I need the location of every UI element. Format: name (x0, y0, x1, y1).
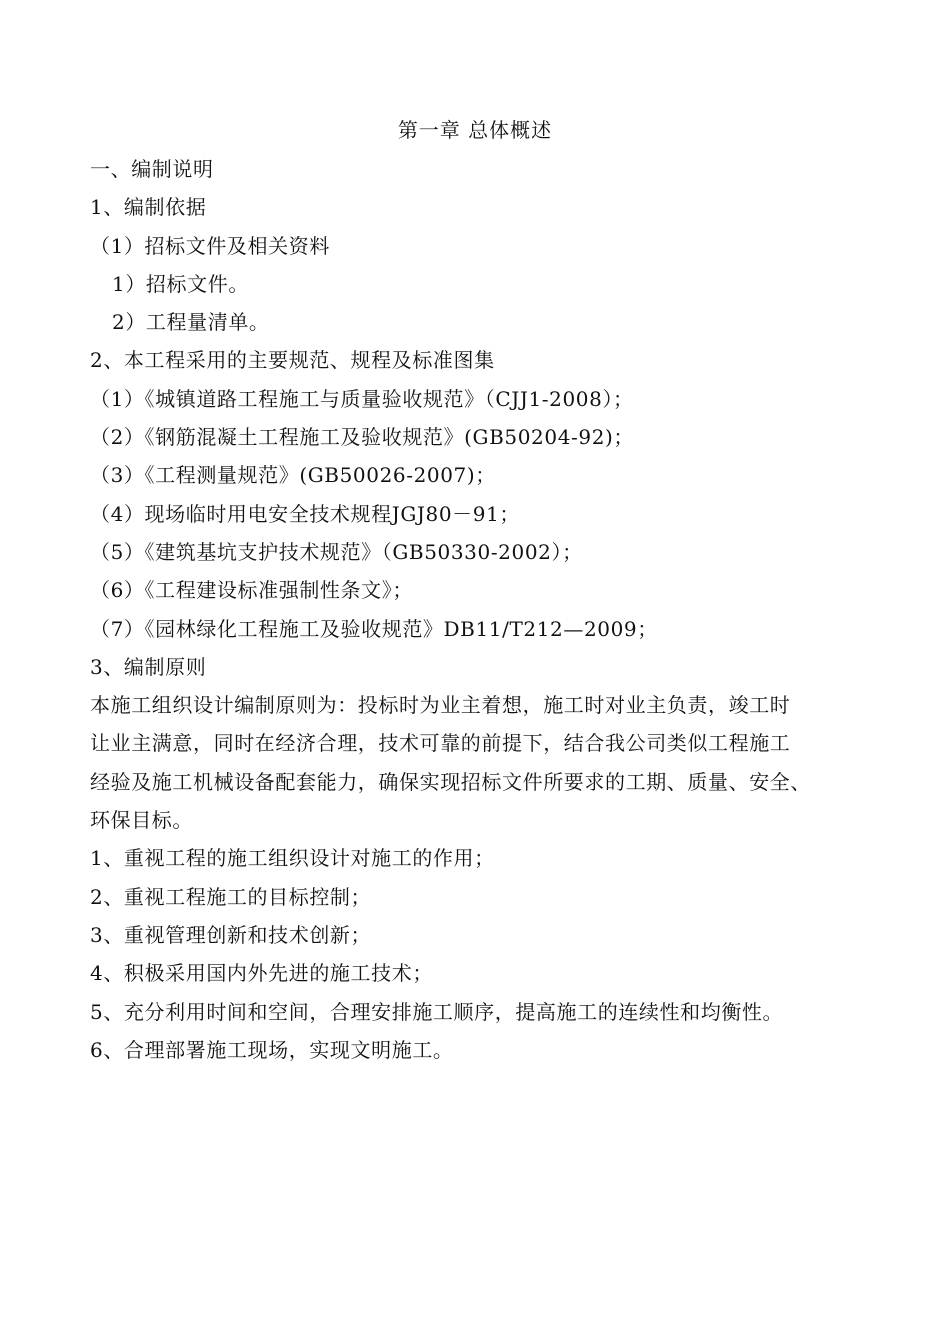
basis-item: 1）招标文件。 (112, 271, 249, 296)
standard-item: （1）《城镇道路工程施工与质量验收规范》（CJJ1-2008）； (90, 386, 634, 411)
standard-item: （2）《钢筋混凝土工程施工及验收规范》(GB50204-92)； (90, 425, 635, 450)
principles-paragraph-line: 本施工组织设计编制原则为：投标时为业主着想，施工时对业主负责，竣工时 (90, 693, 791, 718)
basis-item: 2）工程量清单。 (112, 310, 270, 335)
principle-item: 1、重视工程的施工组织设计对施工的作用； (90, 846, 495, 871)
principles-paragraph-line: 环保目标。 (90, 808, 193, 833)
chapter-title: 第一章 总体概述 (397, 118, 553, 142)
standard-item: （7）《园林绿化工程施工及验收规范》DB11/T212—2009； (90, 616, 658, 641)
standard-item: （6）《工程建设标准强制性条文》； (90, 578, 413, 603)
document-body (90, 150, 870, 1069)
basis-heading: 1、编制依据 (90, 195, 207, 220)
standard-item: （4）现场临时用电安全技术规程JGJ80－91； (90, 501, 521, 526)
principles-paragraph-line: 经验及施工机械设备配套能力，确保实现招标文件所要求的工期、质量、安全、 (90, 769, 811, 794)
principles-paragraph-line: 让业主满意，同时在经济合理，技术可靠的前提下，结合我公司类似工程施工 (90, 731, 791, 756)
standards-heading: 2、本工程采用的主要规范、规程及标准图集 (90, 348, 495, 373)
standard-item: （5）《建筑基坑支护技术规范》（GB50330-2002）； (90, 539, 583, 564)
principle-item: 5、充分利用时间和空间，合理安排施工顺序，提高施工的连续性和均衡性。 (90, 999, 784, 1024)
basis-sub-heading: （1）招标文件及相关资料 (90, 233, 330, 258)
principle-item: 3、重视管理创新和技术创新； (90, 922, 372, 947)
principle-item: 4、积极采用国内外先进的施工技术； (90, 961, 433, 986)
principle-item: 6、合理部署施工现场，实现文明施工。 (90, 1037, 454, 1062)
section-heading: 一、编制说明 (90, 157, 214, 181)
principle-item: 2、重视工程施工的目标控制； (90, 884, 372, 909)
principles-heading: 3、编制原则 (90, 654, 207, 679)
standard-item: （3）《工程测量规范》(GB50026-2007)； (90, 463, 496, 488)
